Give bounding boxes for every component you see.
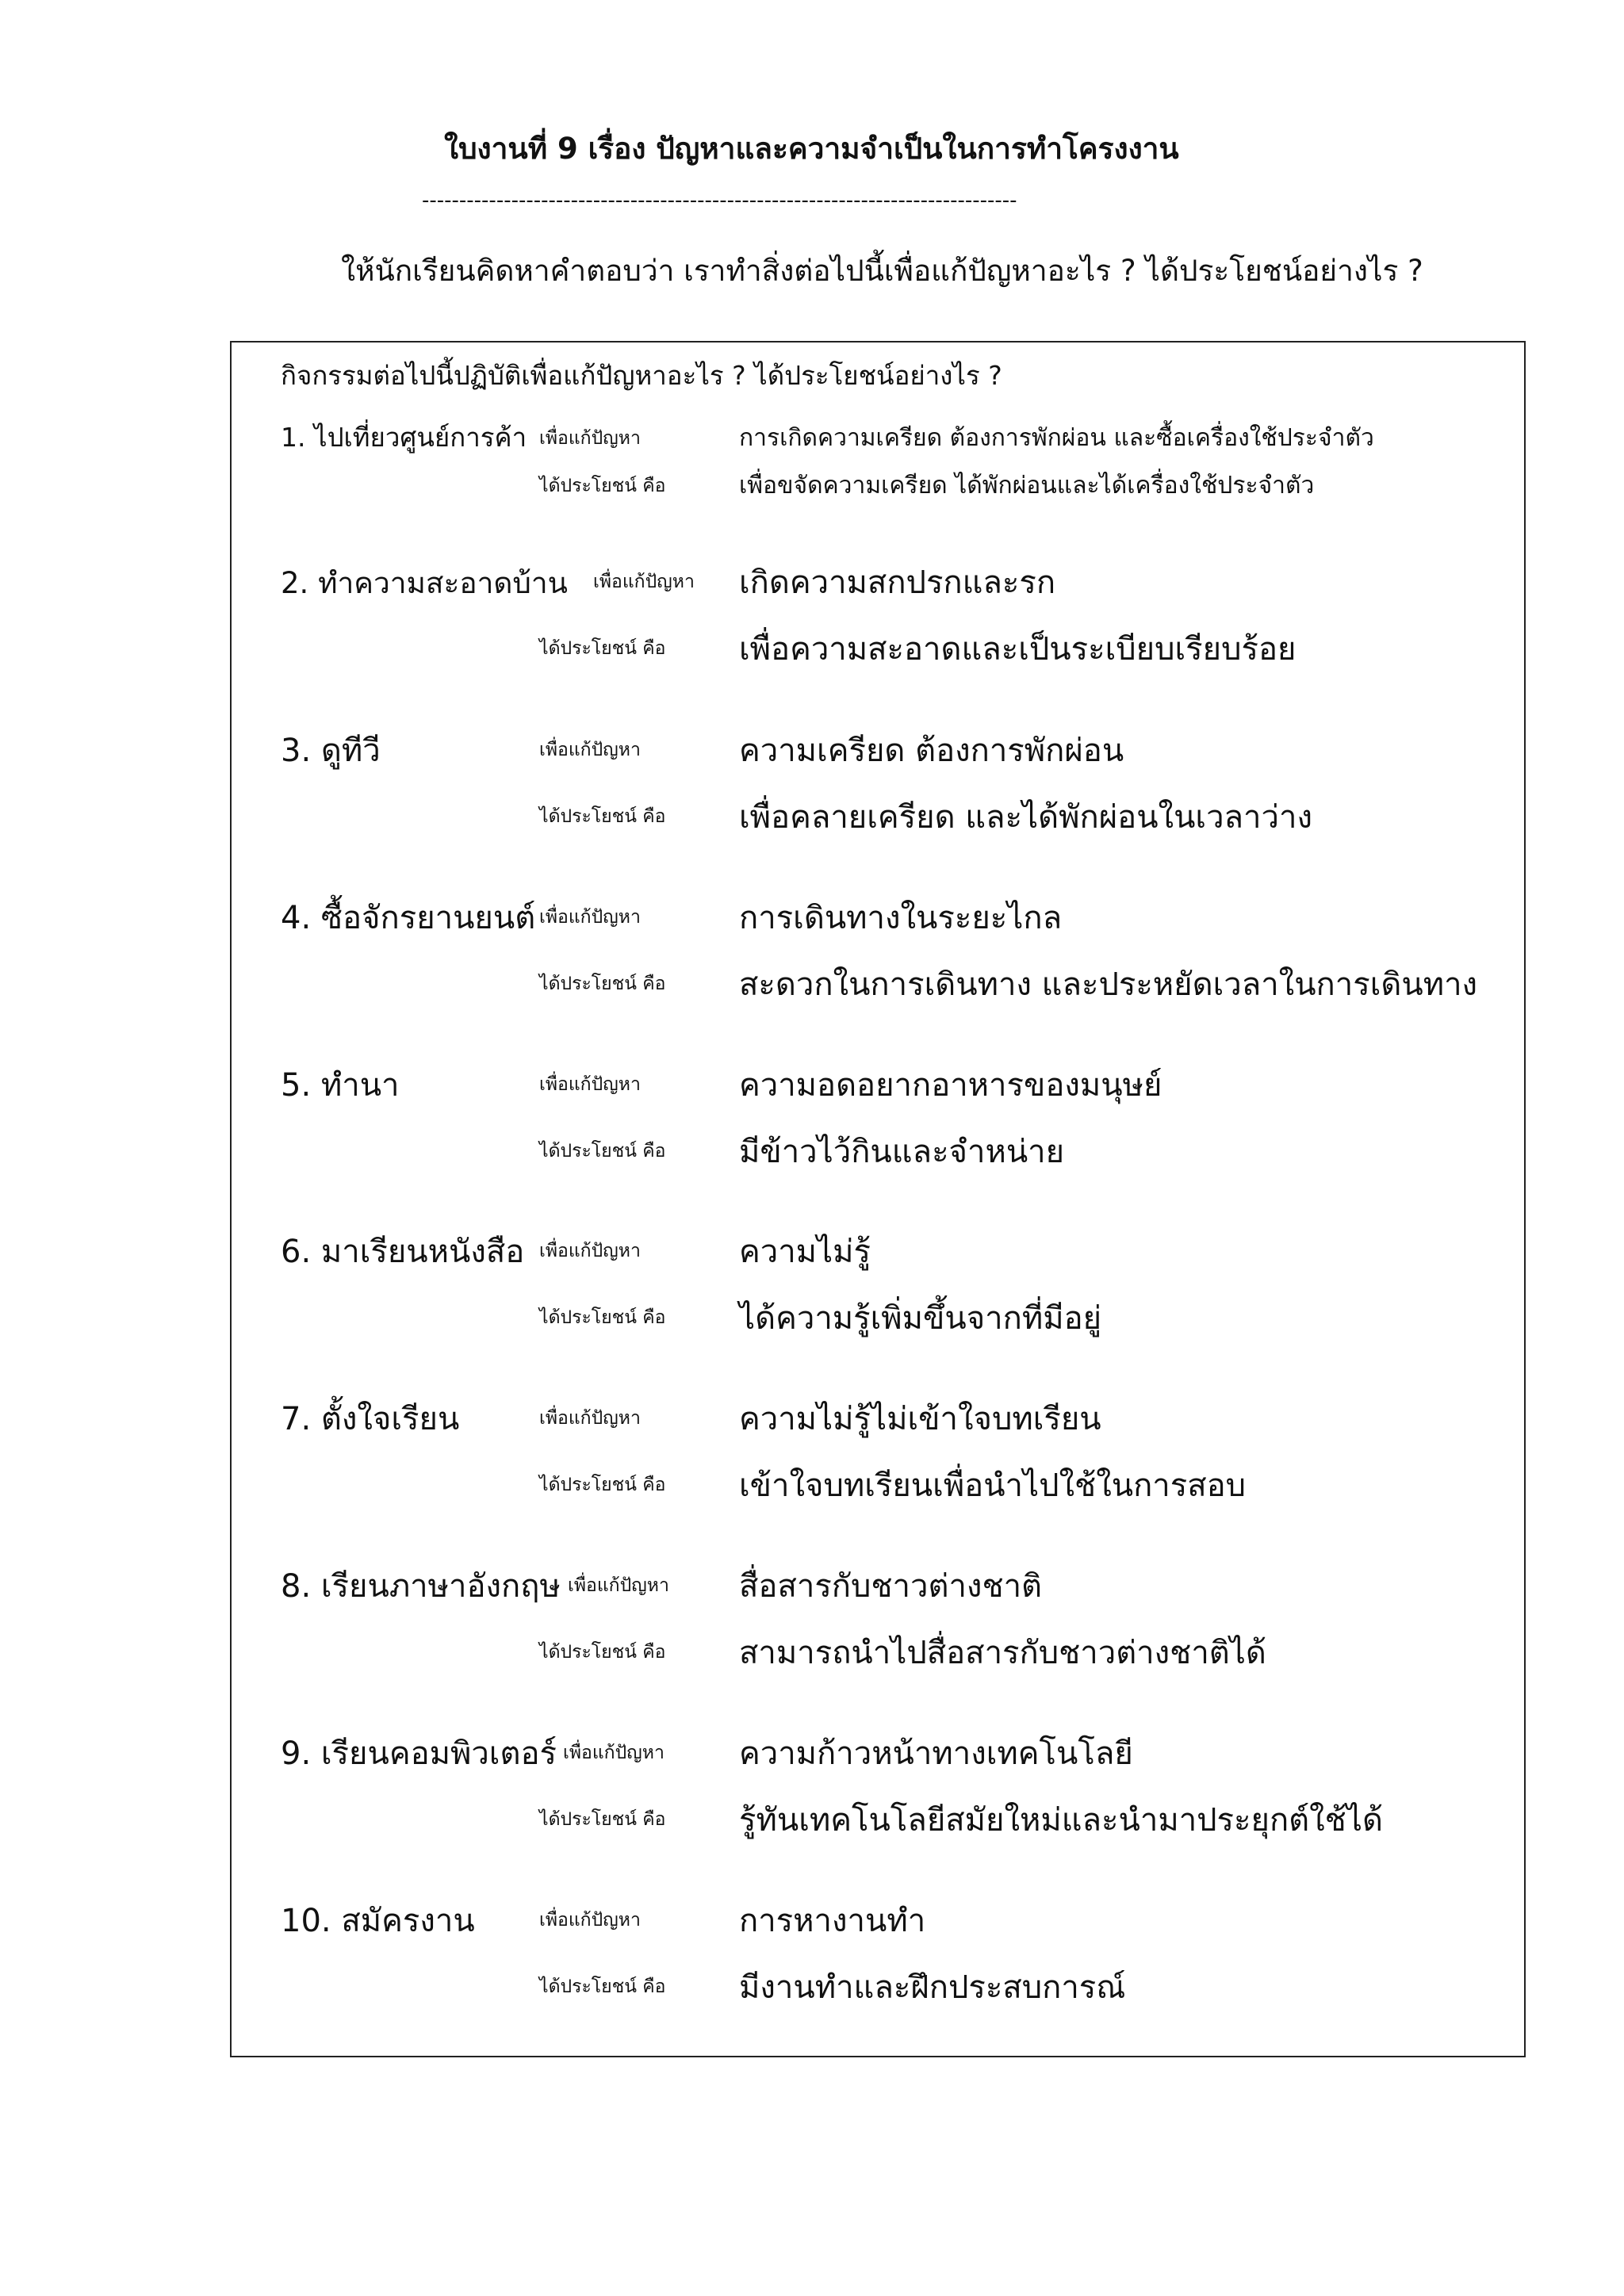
worksheet-title: ใบงานที่ 9 เรื่อง ปัญหาและความจำเป็นในการทำโครงงาน [444,132,1179,166]
benefit-answer: ได้ความรู้เพิ่มขึ้นจากที่มีอยู่ [739,1300,1102,1337]
problem-label: เพื่อแก้ปัญหา [539,740,641,760]
list-item [232,1059,1524,1218]
benefit-answer: เข้าใจบทเรียนเพื่อนำไปใช้ในการสอบ [739,1468,1247,1504]
list-item [232,725,1524,883]
benefit-answer: เพื่อคลายเครียด และได้พักผ่อนในเวลาว่าง [739,799,1312,836]
problem-answer: สื่อสารกับชาวต่างชาติ [739,1568,1043,1605]
list-item [232,1895,1524,2053]
problem-label: เพื่อแก้ปัญหา [539,1241,641,1261]
benefit-answer: มีข้าวไว้กินและจำหน่าย [739,1134,1065,1170]
problem-answer: เกิดความสกปรกและรก [739,564,1056,601]
benefit-answer: รู้ทันเทคโนโลยีสมัยใหม่และนำมาประยุกต์ใช้ได้ [739,1802,1383,1839]
instruction-text: ให้นักเรียนคิดหาคำตอบว่า เราทำสิ่งต่อไปนี้เพื่อแก้ปัญหาอะไร ? ได้ประโยชน์อย่างไร ? [341,254,1423,288]
list-item [232,1226,1524,1384]
benefit-answer: เพื่อความสะอาดและเป็นระเบียบเรียบร้อย [739,631,1297,668]
problem-answer: การเดินทางในระยะไกล [739,900,1063,936]
problem-answer: ความไม่รู้ไม่เข้าใจบทเรียน [739,1401,1101,1437]
box-heading: กิจกรรมต่อไปนี้ปฏิบัติเพื่อแก้ปัญหาอะไร ? ได้ประโยชน์อย่างไร ? [281,360,1002,391]
benefit-label: ได้ประโยชน์ คือ [539,1307,666,1328]
list-item [232,1728,1524,1886]
benefit-label: ได้ประโยชน์ คือ [539,806,666,827]
benefit-answer: สะดวกในการเดินทาง และประหยัดเวลาในการเดินทาง [739,966,1478,1003]
problem-label: เพื่อแก้ปัญหา [539,907,641,928]
problem-label: เพื่อแก้ปัญหา [539,1408,641,1429]
benefit-label: ได้ประโยชน์ คือ [539,1475,666,1495]
problem-label: เพื่อแก้ปัญหา [539,1910,641,1931]
problem-answer: การเกิดความเครียด ต้องการพักผ่อน และซื้อเครื่องใช้ประจำตัว [739,424,1374,452]
benefit-answer: เพื่อขจัดความเครียด ได้พักผ่อนและได้เครื่องใช้ประจำตัว [739,472,1315,499]
activity-label: 7. ตั้งใจเรียน [281,1401,460,1437]
title-divider: -------------------------------------------------------------------------------- [422,189,1017,212]
activity-label: 2. ทำความสะอาดบ้าน [281,566,568,600]
benefit-label: ได้ประโยชน์ คือ [539,1141,666,1161]
activity-label: 6. มาเรียนหนังสือ [281,1234,525,1270]
list-item [232,416,1524,575]
list-item [232,1560,1524,1719]
benefit-label: ได้ประโยชน์ คือ [539,1976,666,1997]
activity-label: 1. ไปเที่ยวศูนย์การค้า [281,422,527,453]
activity-label: 4. ซื้อจักรยานยนต์ [281,900,536,936]
problem-label: เพื่อแก้ปัญหา [568,1575,669,1596]
benefit-answer: สามารถนำไปสื่อสารกับชาวต่างชาติได้ [739,1635,1266,1671]
problem-answer: ความเครียด ต้องการพักผ่อน [739,733,1124,769]
problem-answer: ความก้าวหน้าทางเทคโนโลยี [739,1735,1133,1772]
activity-label: 10. สมัครงาน [281,1903,475,1939]
problem-label: เพื่อแก้ปัญหา [563,1743,665,1763]
benefit-answer: มีงานทำและฝึกประสบการณ์ [739,1969,1126,2006]
benefit-label: ได้ประโยชน์ คือ [539,476,666,496]
benefit-label: ได้ประโยชน์ คือ [539,638,666,659]
problem-label: เพื่อแก้ปัญหา [539,1074,641,1095]
problem-label: เพื่อแก้ปัญหา [593,572,695,592]
activity-label: 3. ดูทีวี [281,733,381,769]
problem-answer: การหางานทำ [739,1903,926,1939]
list-item [232,892,1524,1050]
list-item [232,557,1524,715]
activity-label: 8. เรียนภาษาอังกฤษ [281,1568,561,1605]
list-item [232,1393,1524,1552]
benefit-label: ได้ประโยชน์ คือ [539,1809,666,1830]
problem-answer: ความอดอยากอาหารของมนุษย์ [739,1067,1162,1104]
benefit-label: ได้ประโยชน์ คือ [539,1642,666,1663]
answer-box [230,341,1526,2057]
activity-label: 5. ทำนา [281,1067,400,1104]
benefit-label: ได้ประโยชน์ คือ [539,974,666,994]
problem-label: เพื่อแก้ปัญหา [539,428,641,449]
problem-answer: ความไม่รู้ [739,1234,871,1270]
activity-label: 9. เรียนคอมพิวเตอร์ [281,1735,557,1772]
